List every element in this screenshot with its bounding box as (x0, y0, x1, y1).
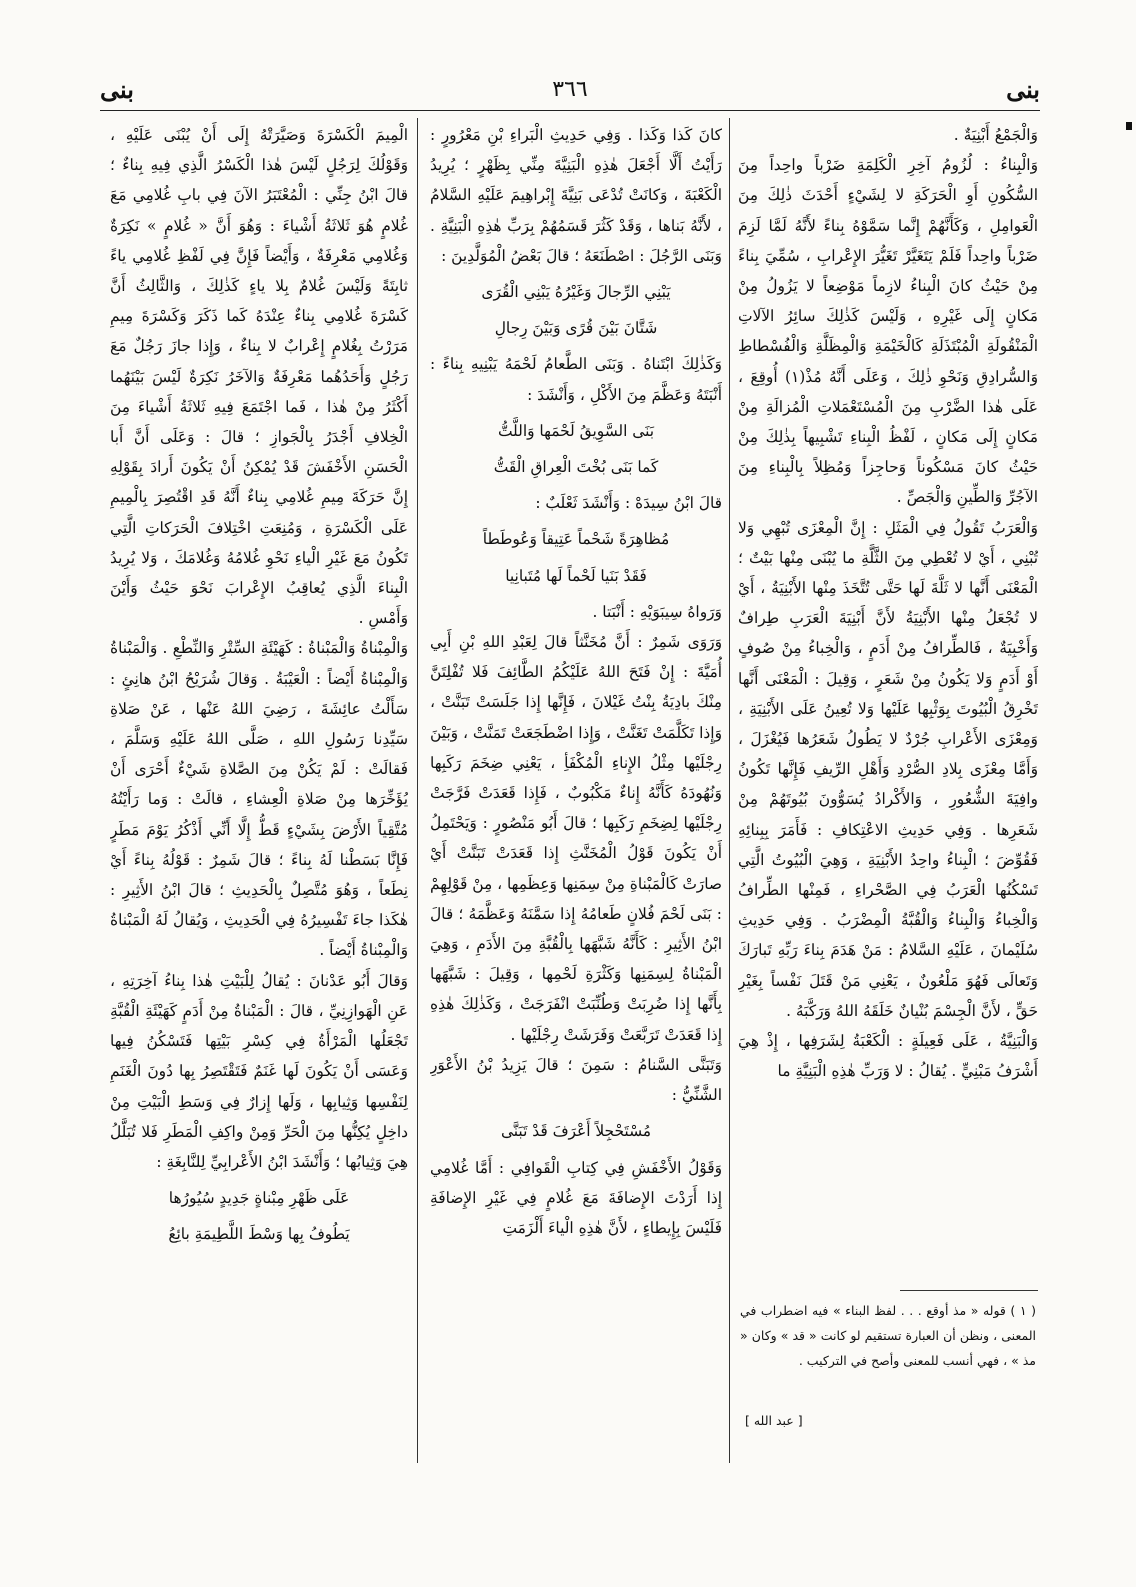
verse-line: عَلَى ظَهْرِ مِبْناةٍ جَدِيدٍ سُيُورُها (168, 1189, 350, 1208)
verse-line: مُسْتَحْجِلاً أَعْرَفَ قَدْ تَبَنَّى (500, 1122, 652, 1141)
verse-line: يَبْنِي الرِّجالَ وَغَيْرُهُ يَبْنِي الْقُرَى (481, 283, 671, 302)
paragraph: كانَ كَذا وَكَذا . وَفِي حَدِيثِ الْبَراءِ بْنِ مَعْرُورٍ : رَأَيْتُ أَلَّا أَجْعَلَ هٰذِهِ الْبَنِيَّةَ مِنِّي بِظَهْرٍ ؛ يُرِيدُ الْكَعْبَةَ ، وَكانَتْ تُدْعَى بَنِيَّةَ إِبْراهِيمَ عَلَيْهِ السَّلامُ ، لأَنَّهُ بَناها ، وَقَدْ كَثُرَ قَسَمُهُمْ بِرَبِّ هٰذِهِ الْبَنِيَّةِ . وَبَنَى الرَّجُلَ : اصْطَنَعَهُ ؛ قالَ بَعْضُ الْمُوَلَّدِينَ : (430, 126, 722, 265)
paragraph: وَالْجَمْعُ أَبْنِيَةٌ . (953, 126, 1038, 144)
footnote: ( ١ ) قوله « مذ أوقع . . . لفظ البناء » فيه اضطراب في المعنى ، ونظن أن العبارة تستقيم لو كانت « قد » وكان « مذ » ، فهي أنسب للمعنى وأصح في التركيب . (740, 1303, 1036, 1368)
footnote-signature: [ عبد الله ] (745, 1413, 803, 1428)
header-right-word: بنى (1006, 74, 1040, 104)
header-rule (100, 110, 1040, 111)
paragraph: وَرَوَى شَمِرٌ : أَنَّ مُخَنَّثاً قالَ لِعَبْدِ اللهِ بْنِ أَبِي أُمَيَّةَ : إِنْ فَتَحَ اللهُ عَلَيْكُمُ الطَّائِفَ فَلا تُفْلِتَنَّ مِنْكَ بادِيَةُ بِنْتُ غَيْلانَ ، فَإِنَّها إِذا جَلَسَتْ تَبَنَّتْ ، وَإِذا تَكَلَّمَتْ تَغَنَّتْ ، وَإِذا اضْطَجَعَتْ تَمَنَّتْ ، وَبَيْنَ رِجْلَيْها مِثْلُ الإِناءِ الْمُكْفَأِ ، يَعْنِي ضِخَمَ رَكَبِها وَنُهُودَهُ كَأَنَّهُ إِناءٌ مَكْبُوبٌ ، فَإِذا قَعَدَتْ فَرَّجَتْ رِجْلَيْها لِضِخَمِ رَكَبِها ؛ قالَ أَبُو مَنْصُورٍ : وَيَحْتَمِلُ أَنْ يَكُونَ قَوْلُ الْمُخَنَّثِ إِذا قَعَدَتْ تَبَنَّتْ أَيْ صارَتْ كَالْمَبْناةِ مِنْ سِمَنِها وَعِظَمِها ، مِنْ قَوْلِهِمْ : بَنَى لَحْمَ فُلانٍ طَعامُهُ إِذا سَمَّنَهُ وَعَظَّمَهُ ؛ قالَ ابْنُ الأَثِيرِ : كَأَنَّهُ شَبَّهَها بِالْقُبَّةِ مِنَ الأَدَمِ ، وَهِيَ الْمَبْناةُ لِسِمَنِها وَكَثْرَةِ لَحْمِها ، وَقِيلَ : شَبَّهَها بِأَنَّها إِذا ضُرِبَتْ وَطُنِّبَتْ انْفَرَجَتْ ، وَكَذٰلِكَ هٰذِهِ إِذا قَعَدَتْ تَرَبَّعَتْ وَفَرَشَتْ رِجْلَيْها . (430, 633, 722, 1044)
footnote-rule (900, 1290, 1038, 1291)
paragraph: وَالْبِناءُ : لُزُومُ آخِرِ الْكَلِمَةِ ضَرْباً واحِداً مِنَ السُّكُونِ أَوِ الْحَرَكَةِ لا لِشَيْءٍ أَحْدَثَ ذٰلِكَ مِنَ الْعَوامِلِ ، وَكَأَنَّهُمْ إِنَّما سَمَّوْهُ بِناءً لأَنَّهُ لَمَّا لَزِمَ ضَرْباً واحِداً فَلَمْ يَتَغَيَّرْ تَغَيُّرَ الإِعْرابِ ، سُمِّيَ بِناءً مِنْ حَيْثُ كانَ الْبِناءُ لازِماً مَوْضِعاً لا يَزُولُ مِنْ مَكانٍ إِلَى غَيْرِهِ ، وَلَيْسَ كَذٰلِكَ سائِرُ الآلاتِ الْمَنْقُولَةِ الْمُبْتَذَلَةِ كَالْخَيْمَةِ وَالْمِظَلَّةِ وَالْفُسْطاطِ وَالسُّرادِقِ وَنَحْوِ ذٰلِكَ ، وَعَلَى أَنَّهُ مُذْ(١) أُوقِعَ ، عَلَى هٰذا الضَّرْبِ مِنَ الْمُسْتَعْمَلاتِ الْمُزالَةِ مِنْ مَكانٍ إِلَى مَكانٍ ، لَفْظُ الْبِناءِ تَشْبِيهاً بِذٰلِكَ مِنْ حَيْثُ كانَ مَسْكُوناً وَحاجِزاً وَمُظِلاً بِالْبِناءِ مِنَ الآجُرِّ وَالطِّينِ وَالْجَصِّ . (738, 156, 1038, 507)
column-right (738, 120, 1038, 1280)
verse-line: يَطُوفُ بِها وَسْطَ اللَّطِيمَةِ بائِعُ (168, 1225, 350, 1244)
paragraph: الْمِيمَ الْكَسْرَةَ وَصَيَّرَتْهُ إِلَى أَنْ يُبْنَى عَلَيْهِ ، وَقَوْلُكَ لِرَجُلٍ لَيْسَ هٰذا الْكَسْرُ الَّذِي فِيهِ بِناءٌ ؛ قالَ ابْنُ جِنِّي : الْمُعْتَبَرُ الآنَ فِي بابِ غُلامِي مَعَ غُلامٍ هُوَ ثَلاثَةُ أَشْياءَ : وَهُوَ أَنَّ « غُلامٍ » نَكِرَةٌ وَغُلامِي مَعْرِفَةٌ ، وَأَيْضاً فَإِنَّ فِي لَفْظِ غُلامِي ياءً ثابِتَةً وَلَيْسَ غُلامٌ بِلا ياءٍ كَذٰلِكَ ، وَالثَّالِثُ أَنَّ كَسْرَةَ غُلامِي بِناءٌ عِنْدَهُ كَما ذَكَرَ وَكَسْرَةَ مِيمِ مَرَرْتُ بِغُلامٍ إِعْرابٌ لا بِناءٌ ، وَإِذا جازَ رَجُلٌ مَعَ رَجُلٍ وَأَحَدُهُما مَعْرِفَةٌ وَالآخَرُ نَكِرَةٌ لَيْسَ بَيْنَهُما أَكْثَرُ مِنْ هٰذا ، فَما اجْتَمَعَ فِيهِ ثَلاثَةُ أَشْياءَ مِنَ الْخِلافِ أَجْدَرُ بِالْجَوازِ ؛ قالَ : وَعَلَى أَنَّ أَبا الْحَسَنِ الأَخْفَشَ قَدْ يُمْكِنُ أَنْ يَكُونَ أَرادَ بِقَوْلِهِ إِنَّ حَرَكَةَ مِيمِ غُلامِي بِناءٌ أَنَّهُ قَدِ اقْتُصِرَ بِالْمِيمِ عَلَى الْكَسْرَةِ ، وَمُنِعَتِ اخْتِلافَ الْحَرَكاتِ الَّتِي تَكُونُ مَعَ غَيْرِ الْياءِ نَحْوِ غُلامُهُ وَغُلامَكَ ، وَلا يُرِيدُ الْبِناءَ الَّذِي يُعاقِبُ الإِعْرابَ نَحْوَ حَيْثُ وَأَيْنَ وَأَمْسِ . (110, 126, 408, 628)
paragraph: قالَ ابْنُ سِيدَهْ : وَأَنْشَدَ ثَعْلَبٌ : (535, 494, 722, 513)
column-middle (430, 120, 722, 1460)
paragraph: وَكَذٰلِكَ ابْتَناهُ . وَبَنَى الطَّعامُ لَحْمَهُ يَبْنِيهِ بِناءً : أَنْبَتَهُ وَعَظَّمَ مِنَ الأَكْلِ ، وَأَنْشَدَ : (430, 355, 722, 404)
column-divider (729, 118, 730, 1463)
verse-line: شَتَّانَ بَيْنَ قُرًى وَبَيْنَ رِجالِ (494, 319, 658, 338)
verse-line: بَنَى السَّوِيقُ لَحْمَها وَاللَّتُّ (497, 421, 655, 440)
paragraph: وَقَوْلُ الأَخْفَشِ فِي كِتابِ الْقَوافِي : أَمَّا غُلامِي إِذا أَرَدْتَ الإِضافَةَ مَعَ غُلامٍ فِي غَيْرِ الإِضافَةِ فَلَيْسَ بِإِيطاءٍ ، لأَنَّ هٰذِهِ الْياءَ أَلْزَمَتِ (430, 1158, 722, 1237)
paragraph: وَقالَ أَبُو عَدْنانَ : يُقالُ لِلْبَيْتِ هٰذا بِناءُ آخِرَتِهِ ، عَنِ الْهَوازِنِيِّ ، قالَ : الْمَبْناةُ مِنْ أَدَمٍ كَهَيْئَةِ الْقُبَّةِ تَجْعَلُها الْمَرْأَةُ فِي كِسْرِ بَيْتِها فَتَسْكُنُ فِيها وَعَسَى أَنْ يَكُونَ لَها غَنَمٌ فَتَقْتَصِرُ بِها دُونَ الْغَنَمِ لِنَفْسِها وَثِيابِها ، وَلَها إِزارٌ فِي وَسَطِ الْبَيْتِ مِنْ داخِلٍ يُكِنُّها مِنَ الْحَرِّ وَمِنْ واكِفِ الْمَطَرِ فَلا تُبَلَّلُ هِيَ وَثِيابُها ؛ وَأَنْشَدَ ابْنُ الأَعْرابِيِّ لِلنَّابِغَةِ : (110, 971, 408, 1171)
header-left-word: بنى (100, 74, 134, 104)
verse-line: فَقَدْ بَنَيا لَحْماً لَها مُتَبانِيا (505, 566, 647, 585)
paragraph: وَالْعَرَبُ تَقُولُ فِي الْمَثَلِ : إِنَّ الْمِعْزَى تُبْهِي وَلا تُبْنِي ، أَيْ لا تُعْطِي مِنَ الثَّلَّةِ ما يُبْنَى مِنْها بَيْتٌ ؛ الْمَعْنَى أَنَّها لا ثَلَّةَ لَها حَتَّى تُتَّخَذَ مِنْها الأَبْنِيَةُ ، أَيْ لا تُجْعَلُ مِنْها الأَبْنِيَةُ لأَنَّ أَبْنِيَةَ الْعَرَبِ طِرافٌ وَأَخْبِيَةٌ ، فَالطِّرافُ مِنْ أَدَمٍ ، وَالْخِباءُ مِنْ صُوفٍ أَوْ أَدَمٍ وَلا يَكُونُ مِنْ شَعَرٍ ، وَقِيلَ : الْمَعْنَى أَنَّها تَخْرِقُ الْبُيُوتَ بِوَثْبِها عَلَيْها وَلا تُعِينُ عَلَى الأَبْنِيَةِ ، وَمِعْزَى الأَعْرابِ جُرْدٌ لا يَطُولُ شَعَرُها فَيُغْزَلَ ، وَأَمَّا مِعْزَى بِلادِ الصُّرْدِ وَأَهْلِ الرِّيفِ فَإِنَّها تَكُونُ وافِيَةَ الشُّعُورِ ، وَالأَكْرادُ يُسَوُّونَ بُيُوتَهُمْ مِنْ شَعَرِها . وَفِي حَدِيثِ الاعْتِكافِ : فَأَمَرَ بِبِنائِهِ فَقُوِّضَ ؛ الْبِناءُ واحِدُ الأَبْنِيَةِ ، وَهِيَ الْبُيُوتُ الَّتِي تَسْكُنُها الْعَرَبُ فِي الصَّحْراءِ ، فَمِنْها الطِّرافُ وَالْخِباءُ وَالْبِناءُ وَالْقُبَّةُ الْمِضْرَبُ . وَفِي حَدِيثِ سُلَيْمانَ ، عَلَيْهِ السَّلامُ : مَنْ هَدَمَ بِناءَ رَبِّهِ تَبارَكَ وَتَعالَى فَهُوَ مَلْعُونٌ ، يَعْنِي مَنْ قَتَلَ نَفْساً بِغَيْرِ حَقٍّ ، لأَنَّ الْجِسْمَ بُنْيانٌ خَلَقَهُ اللهُ وَرَكَّبَهُ . (738, 518, 1038, 1020)
paragraph: وَالْمِبْناةُ وَالْمَبْناةُ : كَهَيْئَةِ السِّتْرِ وَالنِّطْعِ . وَالْمَبْناةُ وَالْمِبْناةُ أَيْضاً : الْعَيْبَةُ . وَقالَ شُرَيْحُ ابْنُ هانِئٍ : سَأَلْتُ عائِشَةَ ، رَضِيَ اللهُ عَنْها ، عَنْ صَلاةِ سَيِّدِنا رَسُولِ اللهِ ، صَلَّى اللهُ عَلَيْهِ وَسَلَّمَ ، فَقالَتْ : لَمْ يَكُنْ مِنَ الصَّلاةِ شَيْءٌ أَحْرَى أَنْ يُؤَخِّرَها مِنْ صَلاةِ الْعِشاءِ ، قالَتْ : وَما رَأَيْتُهُ مُتَّقِياً الأَرْضَ بِشَيْءٍ قَطُّ إِلَّا أَنِّي أَذْكُرُ يَوْمَ مَطَرٍ فَإِنَّا بَسَطْنا لَهُ بِناءً ؛ قالَ شَمِرٌ : قَوْلُهُ بِناءً أَيْ نِطَعاً ، وَهُوَ مُتَّصِلٌ بِالْحَدِيثِ ؛ قالَ ابْنُ الأَثِيرِ : هٰكَذا جاءَ تَفْسِيرُهُ فِي الْحَدِيثِ ، وَيُقالُ لَهُ الْمَبْناةُ وَالْمِبْناةُ أَيْضاً . (110, 639, 408, 960)
paragraph: وَتَبَنَّى السَّنامُ : سَمِنَ ؛ قالَ يَزِيدُ بْنُ الأَعْوَرِ الشَّنِّيُّ : (430, 1055, 722, 1105)
paragraph: وَرَواهُ سِيبَوَيْهِ : أَنْبَتا . (592, 602, 722, 621)
margin-mark (1126, 122, 1132, 130)
page-number: ٣٦٦ (552, 76, 588, 102)
column-left (110, 120, 408, 1460)
paragraph: وَالْبَنِيَّةُ ، عَلَى فَعِيلَةٍ : الْكَعْبَةُ لِشَرَفِها ، إِذْ هِيَ أَشْرَفُ مَبْنِيٍّ . يُقالُ : لا وَرَبِّ هٰذِهِ الْبَنِيَّةِ ما (738, 1032, 1038, 1081)
verse-line: كَما بَنَى بُخْتَ الْعِراقِ الْقَتُّ (493, 458, 659, 477)
verse-line: مُظاهِرَةً شَحْماً عَتِيقاً وَعُوطَطاً (482, 530, 670, 549)
page-header (100, 72, 1040, 106)
column-divider (417, 118, 418, 1463)
